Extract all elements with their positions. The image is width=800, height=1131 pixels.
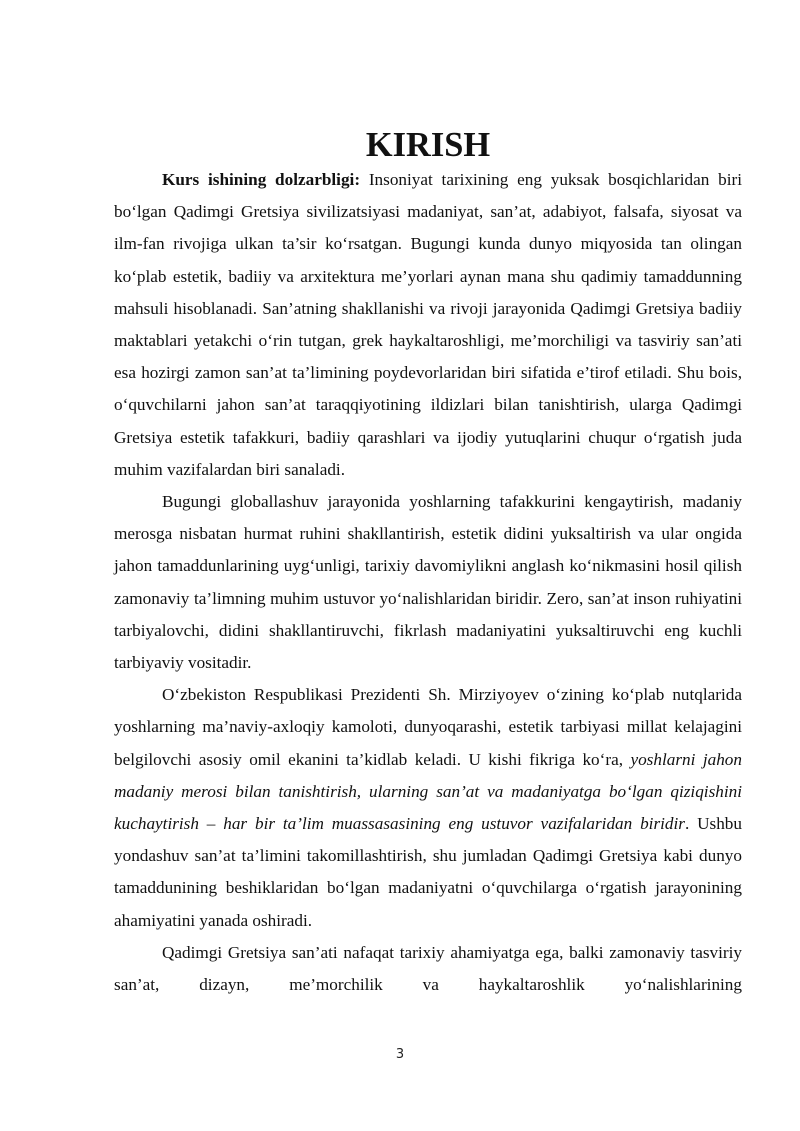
paragraph-president-quote: [114, 679, 742, 937]
document-body: [114, 126, 742, 1001]
paragraph-text: O‘zbekiston Respublikasi Prezidenti Sh. Mirziyoyev o‘zining ko‘plab nutqlarida yoshlarning ma’naviy-axloqiy kamoloti, dunyoqarashi, estetik tarbiyasi millat kelajagini belgilovchi asosiy omil ekanini ta’kidlab keladi. U kishi fikriga ko‘ra,: [114, 685, 742, 769]
paragraph-text: Insoniyat tarixining eng yuksak bosqichlaridan biri bo‘lgan Qadimgi Gretsiya sivilizatsiyasi madaniyat, san’at, adabiyot, falsafa, siyosat va ilm-fan rivojiga ulkan ta’sir ko‘rsatgan. Bugungi kunda dunyo miqyosida tan olingan ko‘plab estetik, badiiy va arxitektura me’yorlari aynan mana shu qadimiy tamaddunning mahsuli hisoblanadi. San’atning shakllanishi va rivoji jarayonida Qadimgi Gretsiya badiiy maktablari yetakchi o‘rin tutgan, grek haykaltaroshligi, me’morchiligi va tasviriy san’ati esa hozirgi zamon san’at ta’limining poydevorlaridan biri sifatida e’tirof etiladi. Shu bois, o‘quvchilarni jahon san’at taraqqiyotining ildizlari bilan tanishtirish, ularga Qadimgi Gretsiya estetik tafakkuri, badiiy qarashlari va ijodiy yutuqlarini chuqur o‘rgatish juda muhim vazifalardan biri sanaladi.: [114, 170, 742, 479]
paragraph-relevance: [114, 164, 742, 486]
italic-quote: yoshlarni jahon madaniy merosi bilan tanishtirish, ularning san’at va madaniyatga bo‘lgan qiziqishini kuchaytirish – har bir ta’lim muassasasining eng ustuvor vazifalaridan biridir: [114, 749, 742, 834]
paragraph-globalization: Bugungi globallashuv jarayonida yoshlarning tafakkurini kengaytirish, madaniy merosga nisbatan hurmat ruhini shakllantirish, estetik didini yuksaltirish va ular ongida jahon tamaddunlarining uyg‘unligi, tarixiy davomiylikni anglash ko‘nikmasini hosil qilish zamonaviy ta’limning muhim ustuvor yo‘nalishlaridan biridir. Zero, san’at inson ruhiyatini tarbiyalovchi, didini shakllantiruvchi, fikrlash madaniyatini yuksaltiruvchi eng kuchli tarbiyaviy vositadir.: [114, 492, 742, 673]
paragraph-text: . Ushbu yondashuv san’at ta’limini takomillashtirish, shu jumladan Qadimgi Gretsiya kabi dunyo tamaddunining beshiklaridan bo‘lgan madaniyatni o‘quvchilarga o‘rgatish jarayonining ahamiyatini yanada oshiradi.: [114, 814, 742, 930]
section-title: KIRISH: [365, 126, 491, 164]
page-number: 3: [395, 1047, 405, 1062]
paragraph-greek-art: Qadimgi Gretsiya san’ati nafaqat tarixiy ahamiyatga ega, balki zamonaviy tasviriy san’at, dizayn, me’morchilik va haykaltaroshlik yo‘nalishlarining: [114, 942, 742, 995]
paragraph-lead: Kurs ishining dolzarbligi:: [162, 170, 361, 189]
